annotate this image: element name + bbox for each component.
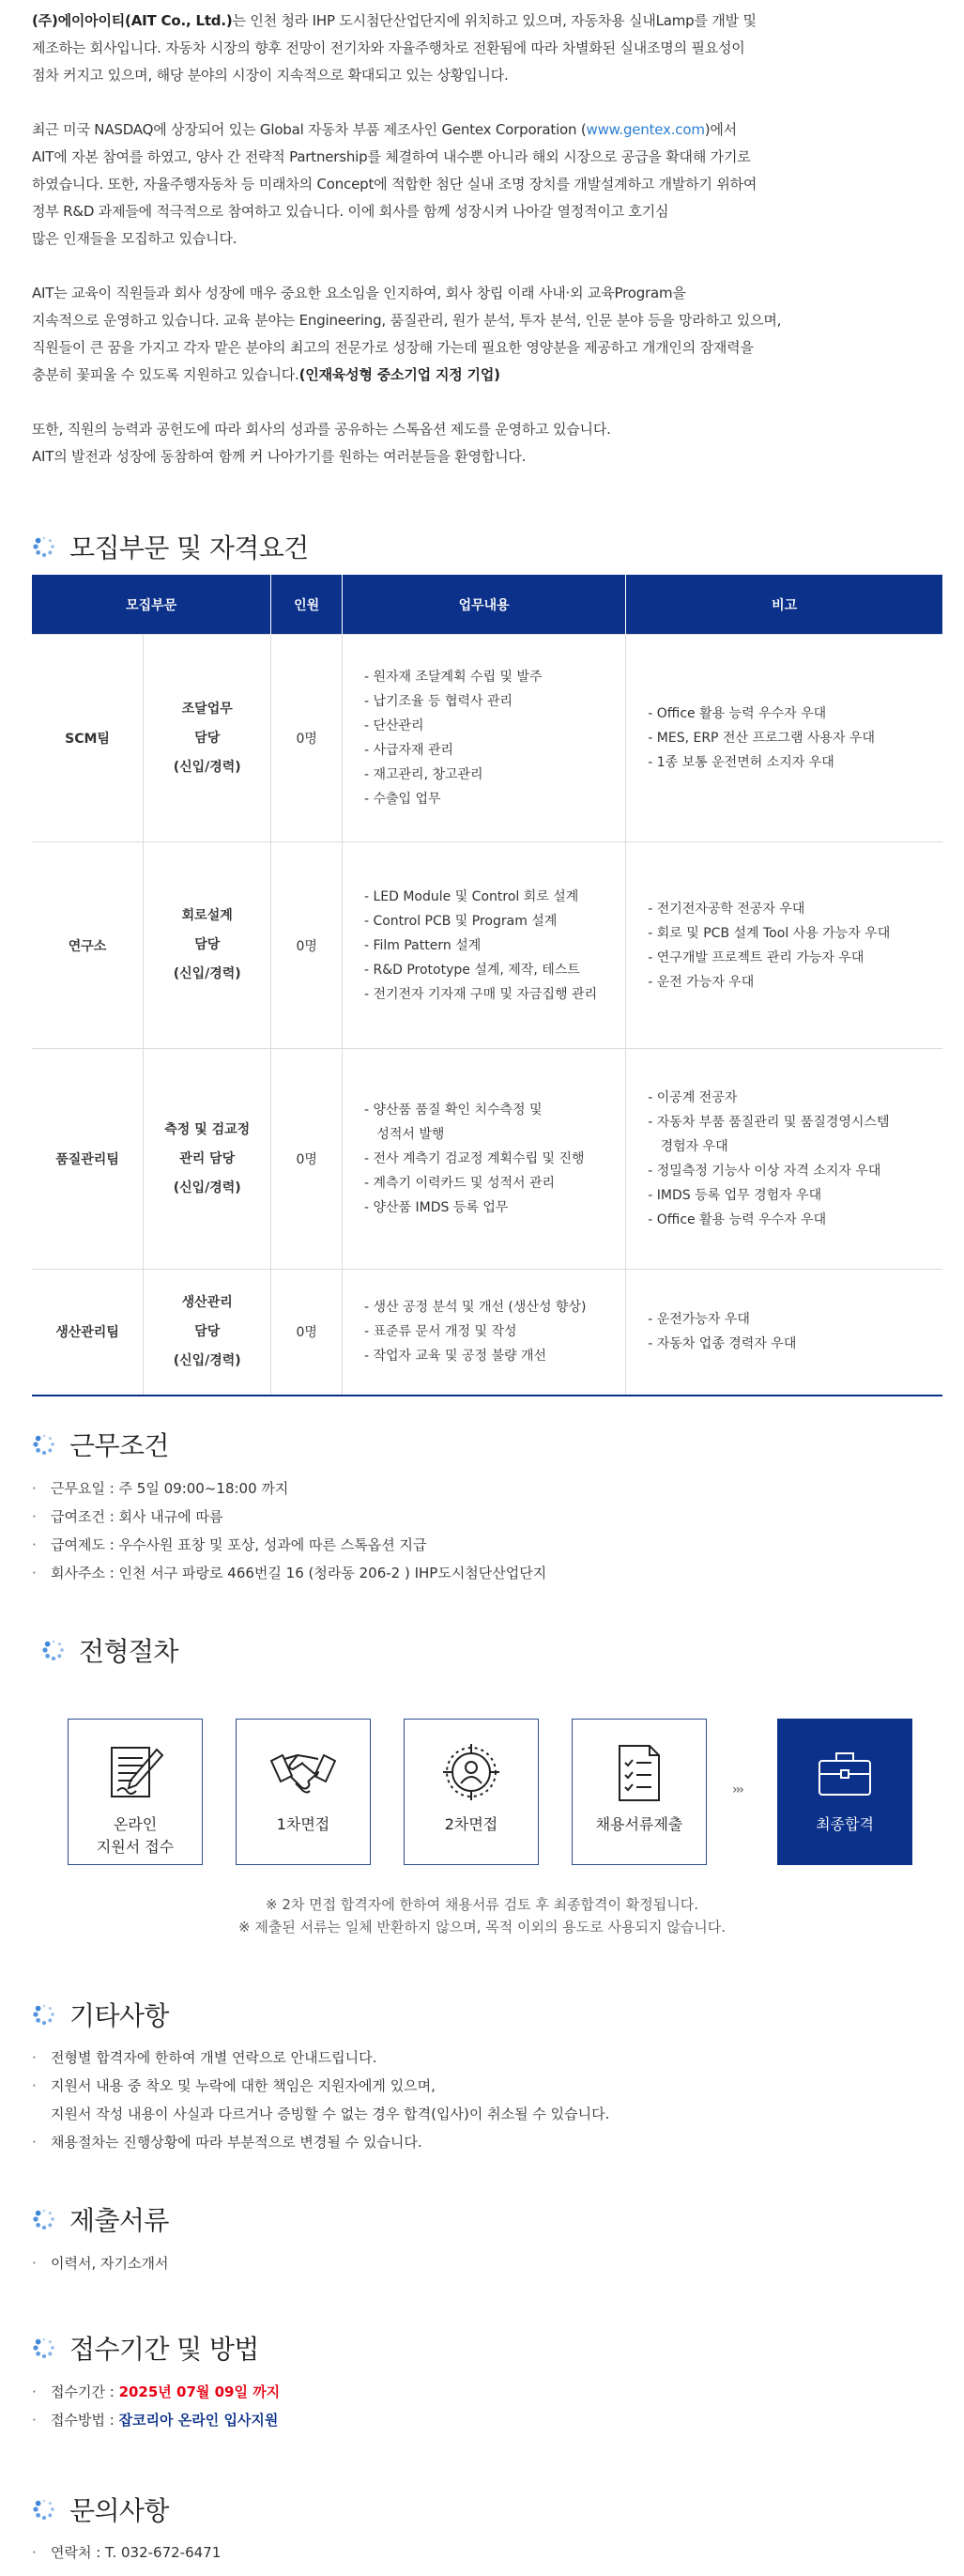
list-item: - R&D Prototype 설계, 제작, 테스트 bbox=[363, 962, 580, 978]
headcount-cell: 0명 bbox=[271, 635, 343, 842]
list-item: - 납기조율 등 협력사 관리 bbox=[363, 694, 513, 709]
section-header-recruit bbox=[32, 528, 309, 565]
application-info-list bbox=[32, 2378, 280, 2434]
list-item: · 회사주소 : 인천 서구 파랑로 466번길 16 (청라동 206-2 ) IHP도시첨단산업단지 bbox=[32, 1565, 547, 1581]
section-header-contact bbox=[32, 2491, 169, 2528]
list-item: - 계측기 이력카드 및 성적서 관리 bbox=[363, 1176, 556, 1191]
column-header: 인원 bbox=[271, 575, 343, 635]
contact-info-list bbox=[32, 2538, 221, 2567]
loading-dots-icon bbox=[32, 2002, 56, 2027]
loading-dots-icon bbox=[32, 2497, 56, 2522]
intro-paragraph: 또한, 직원의 능력과 공헌도에 따라 회사의 성과를 공유하는 스톡옵션 제도를 운영하고 있습니다. AIT의 발전과 성장에 동참하여 함께 커 나아가기를 원하는 여러분들을 환영합니다. bbox=[32, 421, 611, 465]
handshake-icon bbox=[269, 1744, 337, 1802]
list-item: - Office 활용 능력 우수자 우대 bbox=[648, 706, 827, 721]
briefcase-icon bbox=[814, 1744, 876, 1802]
period-label: 접수기간 : bbox=[51, 2383, 119, 2400]
list-item: · 급여제도 : 우수사원 표창 및 포상, 성과에 따른 스톡옵션 지급 bbox=[32, 1536, 427, 1553]
step-label: 온라인 지원서 접수 bbox=[96, 1815, 175, 1856]
step-arrows: ››› bbox=[732, 1782, 742, 1797]
duties-cell bbox=[342, 635, 625, 842]
duties-cell bbox=[342, 1049, 625, 1270]
list-item: · 채용절차는 진행상황에 따라 부분적으로 변경될 수 있습니다. bbox=[32, 2134, 422, 2151]
list-item: - 자동차 업종 경력자 우대 bbox=[648, 1336, 797, 1352]
list-item: 지원서 작성 내용이 사실과 다르거나 증빙할 수 없는 경우 합격(입사)이 취소될 수 있습니다. bbox=[51, 2106, 610, 2122]
list-item: - Control PCB 및 Program 설계 bbox=[363, 913, 558, 929]
role-cell: 측정 및 검교정 관리 담당 (신입/경력) bbox=[144, 1049, 271, 1270]
list-item: - 운전 가능자 우대 bbox=[648, 974, 755, 990]
list-item: - 원자재 조달계획 수립 및 발주 bbox=[363, 670, 543, 685]
list-item: - 연구개발 프로젝트 관리 가능자 우대 bbox=[648, 949, 865, 965]
role-cell: 회로설계 담당 (신입/경력) bbox=[144, 842, 271, 1049]
table-header-row bbox=[32, 575, 942, 635]
list-item: · 이력서, 자기소개서 bbox=[32, 2255, 169, 2272]
recruitment-table bbox=[32, 575, 942, 1396]
team-cell: 품질관리팀 bbox=[32, 1049, 144, 1270]
column-header: 비고 bbox=[626, 575, 942, 635]
list-item: · 지원서 내용 중 착오 및 누락에 대한 책임은 지원자에게 있으며, bbox=[32, 2077, 436, 2094]
remarks-cell bbox=[626, 635, 942, 842]
step-label: 채용서류제출 bbox=[595, 1815, 683, 1833]
section-title: 제출서류 bbox=[69, 2205, 169, 2236]
remarks-cell bbox=[626, 842, 942, 1049]
remarks-cell bbox=[626, 1049, 942, 1270]
list-item: - 전기전자 기자재 구매 및 자금집행 관리 bbox=[363, 986, 598, 1002]
list-item: - 전기전자공학 전공자 우대 bbox=[648, 901, 805, 917]
required-documents-list bbox=[32, 2249, 168, 2277]
loading-dots-icon bbox=[32, 534, 56, 559]
step-first-interview bbox=[236, 1719, 371, 1865]
list-item: 성적서 발행 bbox=[363, 1127, 445, 1142]
table-row bbox=[32, 635, 942, 842]
list-item: · 연락처 : T. 032-672-6471 bbox=[32, 2544, 222, 2561]
list-item: - Film Pattern 설계 bbox=[363, 937, 482, 953]
team-cell: SCM팀 bbox=[32, 635, 144, 842]
role-cell: 조달업무 담당 (신입/경력) bbox=[144, 635, 271, 842]
team-cell: 생산관리팀 bbox=[32, 1270, 144, 1396]
intro-paragraph: (주)에이아이티(AIT Co., Ltd.)는 인천 청라 IHP 도시첨단산업단지에 위치하고 있으며, 자동차용 실내Lamp를 개발 및 제조하는 회사입니다. 자동차 시장의 향후 전망이 전기차와 자율주행차로 전환됨에 따라 차별화된 실내조명의 필요성이 점차 커지고 있으며, 해당 분야의 시장이 지속적으로 확대되고 있는 상황입니다. bbox=[32, 12, 757, 84]
list-item: - 수출입 업무 bbox=[363, 792, 441, 807]
step-final-pass bbox=[777, 1719, 912, 1865]
step-label: 2차면접 bbox=[444, 1815, 498, 1833]
list-item: - 양산품 품질 확인 치수측정 및 bbox=[363, 1103, 543, 1118]
headcount-cell: 0명 bbox=[271, 842, 343, 1049]
work-conditions-list bbox=[32, 1474, 546, 1587]
headcount-cell: 0명 bbox=[271, 1049, 343, 1270]
list-item: - 전사 계측기 검교정 계획수립 및 진행 bbox=[363, 1151, 585, 1166]
section-header-etc bbox=[32, 1996, 169, 2033]
method-label: 접수방법 : bbox=[51, 2412, 119, 2429]
list-item: · 급여조건 : 회사 내규에 따름 bbox=[32, 1508, 223, 1525]
step-online-application bbox=[68, 1719, 203, 1865]
duties-cell bbox=[342, 842, 625, 1049]
list-item: - LED Module 및 Control 회로 설계 bbox=[363, 888, 579, 904]
list-item: · 접수기간 : 2025년 07월 09일 까지 bbox=[32, 2383, 281, 2400]
section-title: 모집부문 및 자격요건 bbox=[69, 532, 309, 563]
intro-paragraph: AIT는 교육이 직원들과 회사 성장에 매우 중요한 요소임을 인지하여, 회사 창립 이래 사내·외 교육Program을 지속적으로 운영하고 있습니다. 교육 분야는 Engineering, 품질관리, 원가 분석, 투자 분석, 인문 분야 등을 망라하고 있으며, 직원들이 큰 꿈을 가지고 각자 맡은 분야의 최고의 전문가로 성장해 가는데 필요한 영양분을 제공하고 개개인의 잠재력을 충분히 꽃피울 수 있도록 지원하고 있습니다.(인재육성형 중소기업 지정 기업) bbox=[32, 285, 782, 383]
list-item: 경험자 우대 bbox=[648, 1139, 728, 1154]
person-target-icon bbox=[440, 1744, 502, 1802]
remarks-cell bbox=[626, 1270, 942, 1396]
column-header: 모집부문 bbox=[32, 575, 271, 635]
team-cell: 연구소 bbox=[32, 842, 144, 1049]
step-label: 1차면접 bbox=[276, 1815, 330, 1833]
section-title: 근무조건 bbox=[69, 1430, 169, 1461]
list-item: · 접수방법 : 잡코리아 온라인 입사지원 bbox=[32, 2412, 279, 2429]
step-label: 최종합격 bbox=[816, 1815, 874, 1833]
loading-dots-icon bbox=[32, 2336, 56, 2360]
headcount-cell: 0명 bbox=[271, 1270, 343, 1396]
section-title: 접수기간 및 방법 bbox=[69, 2334, 259, 2365]
intro-paragraph: 최근 미국 NASDAQ에 상장되어 있는 Global 자동차 부품 제조사인 Gentex Corporation (www.gentex.com)에서 AIT에 자본 참여를 하였고, 양사 간 전략적 Partnership를 체결하여 내수뿐 아니라 해외 시장으로 공급을 확대해 가기로 하였습니다. 또한, 자율주행자동차 등 미래차의 Concept에 적합한 첨단 실내 조명 장치를 개발설계하고 개발하기 위하여 정부 R&D 과제들에 적극적으로 참여하고 있습니다. 이에 회사를 함께 성장시켜 나아갈 열정적이고 호기심 많은 인재들을 모집하고 있습니다. bbox=[32, 121, 757, 247]
list-item: · 전형별 합격자에 한하여 개별 연락으로 안내드립니다. bbox=[32, 2049, 377, 2066]
list-item: - MES, ERP 전산 프로그램 사용자 우대 bbox=[648, 731, 876, 746]
list-item: - 자동차 부품 품질관리 및 품질경영시스템 bbox=[648, 1115, 890, 1130]
hiring-process-steps bbox=[68, 1719, 912, 1869]
section-header-apply bbox=[32, 2329, 259, 2367]
other-notes-list bbox=[32, 2044, 609, 2156]
list-item: - Office 활용 능력 우수자 우대 bbox=[648, 1212, 827, 1227]
list-item: - 사급자재 관리 bbox=[363, 743, 454, 758]
list-item: - 1종 보통 운전면허 소지자 우대 bbox=[648, 755, 834, 770]
application-deadline: 2025년 07월 09일 까지 bbox=[118, 2383, 281, 2400]
table-row bbox=[32, 1049, 942, 1270]
list-item: · 근무요일 : 주 5일 09:00~18:00 까지 bbox=[32, 1480, 289, 1497]
company-introduction bbox=[32, 8, 933, 470]
list-item: - 재고관리, 창고관리 bbox=[363, 767, 483, 782]
section-title: 문의사항 bbox=[69, 2495, 169, 2526]
list-item: - 회로 및 PCB 설계 Tool 사용 가능자 우대 bbox=[648, 925, 891, 941]
section-header-process bbox=[41, 1631, 178, 1669]
list-item: - 정밀측정 기능사 이상 자격 소지자 우대 bbox=[648, 1164, 881, 1179]
section-title: 기타사항 bbox=[69, 2000, 169, 2031]
process-notes bbox=[0, 1893, 964, 1938]
loading-dots-icon bbox=[32, 2207, 56, 2231]
step-second-interview bbox=[404, 1719, 539, 1865]
role-cell: 생산관리 담당 (신입/경력) bbox=[144, 1270, 271, 1396]
list-item: - 양산품 IMDS 등록 업무 bbox=[363, 1200, 509, 1215]
section-title: 전형절차 bbox=[79, 1636, 178, 1667]
loading-dots-icon bbox=[41, 1638, 66, 1662]
gentex-link[interactable]: www.gentex.com bbox=[586, 121, 705, 138]
section-header-documents bbox=[32, 2200, 169, 2238]
column-header: 업무내용 bbox=[342, 575, 625, 635]
document-signing-icon bbox=[104, 1744, 166, 1802]
list-item: - 생산 공정 분석 및 개선 (생산성 향상) bbox=[363, 1300, 587, 1316]
list-item: - 표준류 문서 개정 및 작성 bbox=[363, 1324, 517, 1340]
section-header-conditions bbox=[32, 1426, 169, 1463]
application-method: 잡코리아 온라인 입사지원 bbox=[118, 2412, 279, 2429]
loading-dots-icon bbox=[32, 1432, 56, 1457]
checklist-icon bbox=[608, 1744, 670, 1802]
table-row bbox=[32, 842, 942, 1049]
list-item: - 작업자 교육 및 공정 불량 개선 bbox=[363, 1349, 547, 1365]
list-item: - 운전가능자 우대 bbox=[648, 1312, 750, 1328]
step-submit-documents bbox=[572, 1719, 707, 1865]
table-row bbox=[32, 1270, 942, 1396]
list-item: - 단산관리 bbox=[363, 718, 424, 733]
list-item: - IMDS 등록 업무 경험자 우대 bbox=[648, 1188, 822, 1203]
process-note: ※ 제출된 서류는 일체 반환하지 않으며, 목적 이외의 용도로 사용되지 않습니다. bbox=[238, 1919, 726, 1936]
process-note: ※ 2차 면접 합격자에 한하여 채용서류 검토 후 최종합격이 확정됩니다. bbox=[265, 1896, 699, 1913]
list-item: - 이공계 전공자 bbox=[648, 1090, 738, 1105]
duties-cell bbox=[342, 1270, 625, 1396]
